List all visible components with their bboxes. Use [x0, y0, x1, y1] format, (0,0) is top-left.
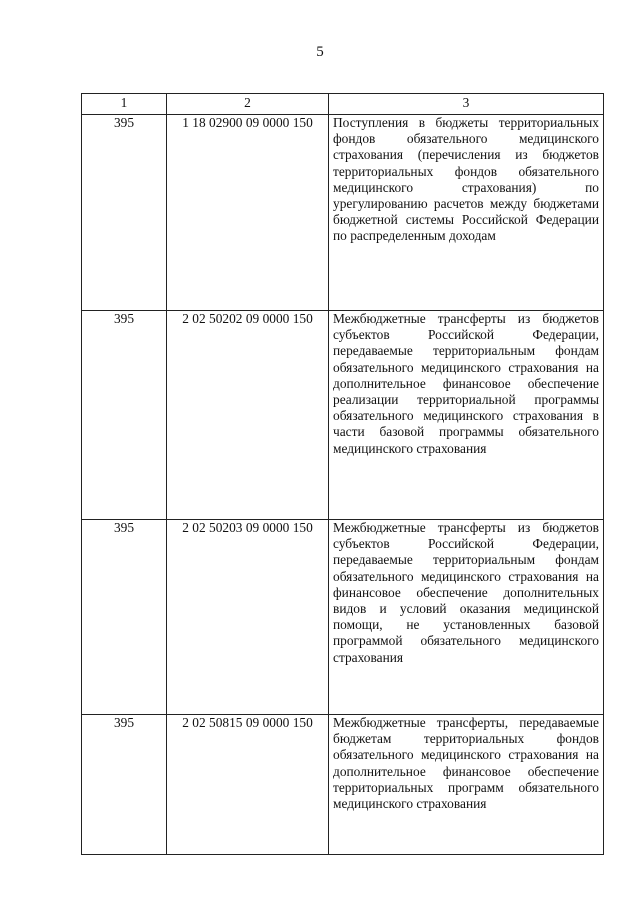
admin-code-cell: 395 — [82, 715, 167, 855]
admin-code-cell: 395 — [82, 520, 167, 715]
budget-classification-table — [81, 93, 604, 855]
revenue-code-cell: 2 02 50815 09 0000 150 — [167, 715, 329, 855]
revenue-name-cell: Межбюджетные трансферты из бюджетов субъектов Российской Федерации, передаваемые территориальным фондам обязательного медицинского страхования на дополнительное финансовое обеспечение реализации территориальной программы обязательного медицинского страхования в части базовой программы обязательного медицинского страхования — [329, 311, 604, 520]
revenue-code-cell: 2 02 50203 09 0000 150 — [167, 520, 329, 715]
table-row — [82, 715, 604, 855]
admin-code-cell: 395 — [82, 311, 167, 520]
revenue-code-cell: 1 18 02900 09 0000 150 — [167, 115, 329, 311]
revenue-code-cell: 2 02 50202 09 0000 150 — [167, 311, 329, 520]
table-row — [82, 311, 604, 520]
column-header-1: 1 — [82, 94, 167, 115]
table-row — [82, 115, 604, 311]
revenue-name-cell: Межбюджетные трансферты, передаваемые бюджетам территориальных фондов обязательного медицинского страхования на дополнительное финансовое обеспечение территориальных программ обязательного медицинского страхования — [329, 715, 604, 855]
revenue-name-cell: Поступления в бюджеты территориальных фондов обязательного медицинского страхования (перечисления из бюджетов территориальных фондов обязательного медицинского страхования) по урегулированию расчетов между бюджетами бюджетной системы Российской Федерации по распределенным доходам — [329, 115, 604, 311]
admin-code-cell: 395 — [82, 115, 167, 311]
revenue-name-cell: Межбюджетные трансферты из бюджетов субъектов Российской Федерации, передаваемые территориальным фондам обязательного медицинского страхования на финансовое обеспечение дополнительных видов и условий оказания медицинской помощи, не установленных базовой программой обязательного медицинского страхования — [329, 520, 604, 715]
table-header-row — [82, 94, 604, 115]
column-header-2: 2 — [167, 94, 329, 115]
column-header-3: 3 — [329, 94, 604, 115]
table-row — [82, 520, 604, 715]
page-number: 5 — [316, 44, 324, 60]
